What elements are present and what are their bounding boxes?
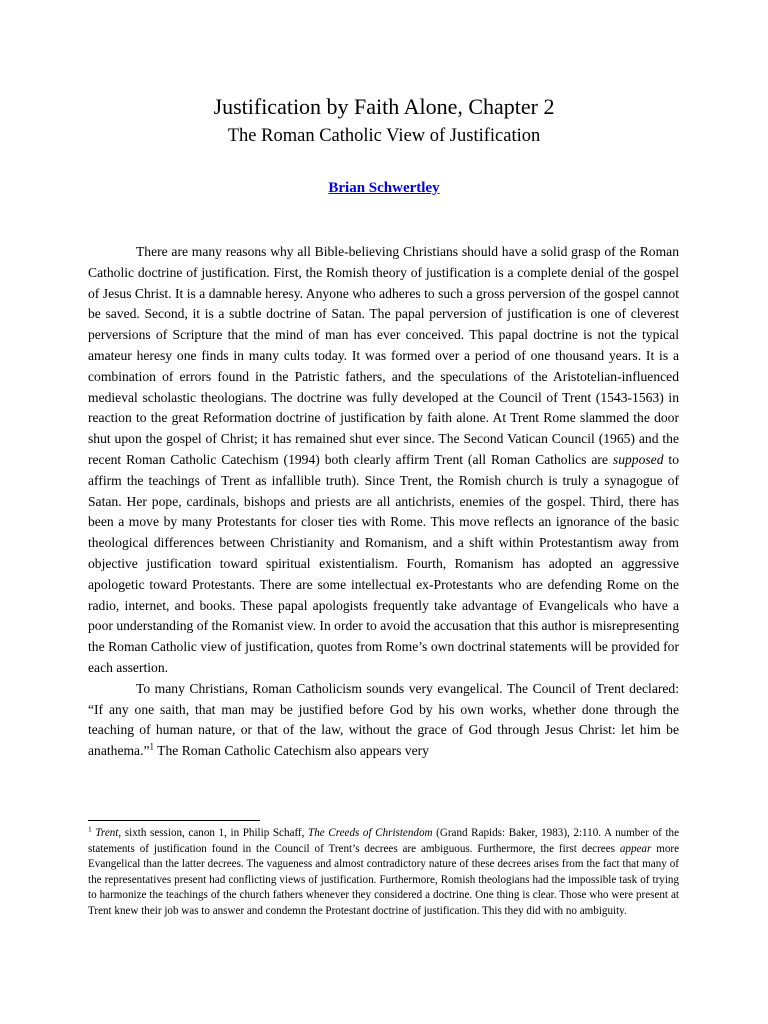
document-subtitle: The Roman Catholic View of Justification bbox=[227, 126, 541, 146]
footnote-divider bbox=[88, 820, 260, 821]
footnote-reference[interactable]: 1 bbox=[149, 741, 155, 752]
footnote-text-a: , sixth session, canon 1, in Philip Schaff, bbox=[118, 827, 309, 839]
footnote-1 bbox=[88, 826, 679, 920]
footnote-text-b: (Grand Rapids: Baker, 1983), 2:110. A number of the statements of justification found in the Council of Trent’s decrees are ambiguous. Furthermore, the first decrees bbox=[88, 827, 679, 855]
author-line bbox=[0, 178, 768, 198]
footnote-book-title: The Creeds of Christendom bbox=[308, 827, 433, 839]
body-text bbox=[88, 242, 679, 762]
footnote-text-c: more Evangelical than the latter decrees. The vagueness and almost contradictory nature of these decrees arises from the fact that many of the representatives present had conflicting views of justification. Furthermore, Romish theologians had the impossible task of trying to harmonize the teachings of the church fathers whenever they considered a doctrine. One thing is clear. Those who were present at Trent knew their job was to answer and condemn the Protestant doctrine of justification. This they did with no ambiguity. bbox=[88, 842, 679, 917]
paragraph-1 bbox=[88, 242, 679, 679]
paragraph-2-text-b: The Roman Catholic Catechism also appears very bbox=[154, 743, 429, 759]
document-title: Justification by Faith Alone, Chapter 2 bbox=[213, 94, 555, 119]
footnote-marker: 1 bbox=[88, 824, 92, 834]
paragraph-2 bbox=[88, 679, 679, 762]
paragraph-1-text-a: There are many reasons why all Bible-believing Christians should have a solid grasp of the Roman Catholic doctrine of justification. First, the Romish theory of justification is a complete denial of the gospel of Jesus Christ. It is a damnable heresy. Anyone who adheres to such a gross perversion of the gospel cannot be saved. Second, it is a subtle doctrine of Satan. The papal perversion of justification is one of cleverest perversions of Scripture that the mind of man has ever conceived. This papal doctrine is not the typical amateur heresy one finds in many cults today. It was formed over a period of one thousand years. It is a combination of errors found in the Patristic fathers, and the speculations of the Aristotelian-influenced medieval scholastic theologians. The doctrine was fully developed at the Council of Trent (1543-1563) in reaction to the great Reformation doctrine of justification by faith alone. At Trent Rome slammed the door shut upon the gospel of Christ; it has remained shut ever since. The Second Vatican Council (1965) and the recent Roman Catholic Catechism (1994) both clearly affirm Trent (all Roman Catholics are bbox=[88, 244, 679, 467]
footnote bbox=[88, 826, 679, 920]
paragraph-2-text-a: To many Christians, Roman Catholicism sounds very evangelical. The Council of Trent declared: “If any one saith, that man may be justified before God by his own works, whether done through the teaching of human nature, or that of the law, without the grace of God through Jesus Christ: let him be anathema.” bbox=[88, 680, 679, 759]
footnote-emphasis-appear: appear bbox=[619, 842, 652, 855]
paragraph-1-text-b: to affirm the teachings of Trent as infallible truth). Since Trent, the Romish church is truly a synagogue of Satan. Her pope, cardinals, bishops and priests are all antichrists, enemies of the gospel. Third, there has been a move by many Protestants for closer ties with Rome. This move reflects an ignorance of the basic theological differences between Christianity and Romanism, and a shift within Protestantism away from objective justification toward spiritual existentialism. Fourth, Romanism has adopted an aggressive apologetic toward Protestants. There are some intellectual ex-Protestants who are defending Rome on the radio, internet, and books. These papal apologists frequently take advantage of Evangelicals who have a poor understanding of the Romanist view. In order to avoid the accusation that this author is misrepresenting the Roman Catholic view of justification, quotes from Rome’s own doctrinal statements will be provided for each assertion. bbox=[88, 451, 680, 675]
author-link[interactable]: Brian Schwertley bbox=[328, 180, 440, 196]
footnote-source: Trent bbox=[95, 827, 119, 839]
emphasis-supposed: supposed bbox=[612, 451, 664, 467]
